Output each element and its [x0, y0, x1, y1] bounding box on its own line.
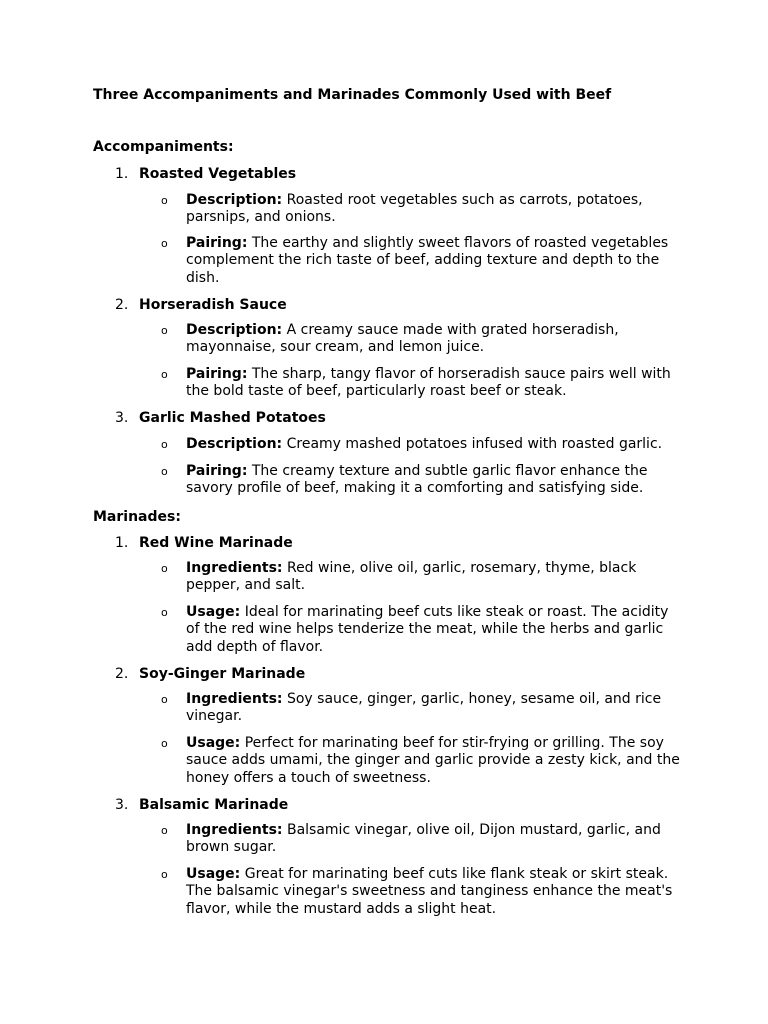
- bullet-item: [186, 560, 682, 595]
- list-item-title: Red Wine Marinade: [139, 535, 293, 551]
- bullet-label: Usage:: [186, 735, 241, 751]
- list-item-title: Soy-Ginger Marinade: [139, 666, 306, 682]
- bullet-item: [186, 822, 682, 857]
- bullet-label: Ingredients:: [186, 691, 283, 707]
- bullet-label: Description:: [186, 322, 283, 338]
- bullet-item: [186, 735, 682, 787]
- page-title: Three Accompaniments and Marinades Commonly Used with Beef: [93, 87, 612, 103]
- bullet-body: Creamy mashed potatoes infused with roasted garlic.: [282, 436, 663, 452]
- list-item-number: 1.: [115, 166, 129, 182]
- bullet-item: [186, 463, 682, 498]
- bullet-body: Ideal for marinating beef cuts like steak or roast. The acidity of the red wine helps tenderize the meat, while the herbs and garlic add depth of flavor.: [186, 604, 669, 655]
- bullet-item: [186, 866, 682, 918]
- bullet-body: The creamy texture and subtle garlic flavor enhance the savory profile of beef, making it a comforting and satisfying side.: [186, 463, 648, 497]
- bullet-body: The sharp, tangy flavor of horseradish sauce pairs well with the bold taste of beef, particularly roast beef or steak.: [186, 366, 671, 400]
- list-item-title: Garlic Mashed Potatoes: [139, 410, 326, 426]
- bullet-body: Roasted root vegetables such as carrots, potatoes, parsnips, and onions.: [186, 192, 643, 226]
- bullet-label: Pairing:: [186, 235, 248, 251]
- bullet-marker: o: [161, 438, 168, 451]
- bullet-item: [186, 235, 682, 287]
- bullet-label: Ingredients:: [186, 822, 283, 838]
- bullet-item: [186, 192, 682, 227]
- list-item-title: Roasted Vegetables: [139, 166, 297, 182]
- bullet-marker: o: [161, 737, 168, 750]
- bullet-body: The earthy and slightly sweet flavors of roasted vegetables complement the rich taste of beef, adding texture and depth to the dish.: [186, 235, 669, 286]
- bullet-marker: o: [161, 465, 168, 478]
- bullet-marker: o: [161, 368, 168, 381]
- bullet-body: Balsamic vinegar, olive oil, Dijon mustard, garlic, and brown sugar.: [186, 822, 661, 856]
- marinades-heading: Marinades:: [93, 509, 181, 525]
- bullet-item: [186, 322, 682, 357]
- bullet-item: [186, 436, 682, 453]
- bullet-marker: o: [161, 562, 168, 575]
- bullet-body: A creamy sauce made with grated horseradish, mayonnaise, sour cream, and lemon juice.: [186, 322, 619, 356]
- bullet-label: Usage:: [186, 866, 241, 882]
- bullet-marker: o: [161, 606, 168, 619]
- bullet-item: [186, 691, 682, 726]
- bullet-marker: o: [161, 324, 168, 337]
- bullet-marker: o: [161, 237, 168, 250]
- bullet-marker: o: [161, 868, 168, 881]
- accompaniments-heading: Accompaniments:: [93, 139, 234, 155]
- bullet-body: Perfect for marinating beef for stir-frying or grilling. The soy sauce adds umami, the ginger and garlic provide a zesty kick, and the honey offers a touch of sweetness.: [186, 735, 680, 786]
- list-item-number: 2.: [115, 297, 129, 313]
- list-item-title: Balsamic Marinade: [139, 797, 289, 813]
- bullet-label: Ingredients:: [186, 560, 283, 576]
- bullet-body: Red wine, olive oil, garlic, rosemary, thyme, black pepper, and salt.: [186, 560, 637, 594]
- bullet-label: Description:: [186, 436, 283, 452]
- list-item-number: 1.: [115, 535, 129, 551]
- bullet-body: Soy sauce, ginger, garlic, honey, sesame oil, and rice vinegar.: [186, 691, 662, 725]
- list-item-number: 3.: [115, 410, 129, 426]
- list-item-number: 3.: [115, 797, 129, 813]
- bullet-marker: o: [161, 824, 168, 837]
- bullet-label: Usage:: [186, 604, 241, 620]
- list-item-title: Horseradish Sauce: [139, 297, 287, 313]
- bullet-marker: o: [161, 194, 168, 207]
- bullet-label: Pairing:: [186, 463, 248, 479]
- bullet-marker: o: [161, 693, 168, 706]
- list-item-number: 2.: [115, 666, 129, 682]
- bullet-label: Description:: [186, 192, 283, 208]
- bullet-body: Great for marinating beef cuts like flank steak or skirt steak. The balsamic vinegar's sweetness and tanginess enhance the meat's flavor, while the mustard adds a slight heat.: [186, 866, 673, 917]
- bullet-item: [186, 366, 682, 401]
- bullet-label: Pairing:: [186, 366, 248, 382]
- bullet-item: [186, 604, 682, 656]
